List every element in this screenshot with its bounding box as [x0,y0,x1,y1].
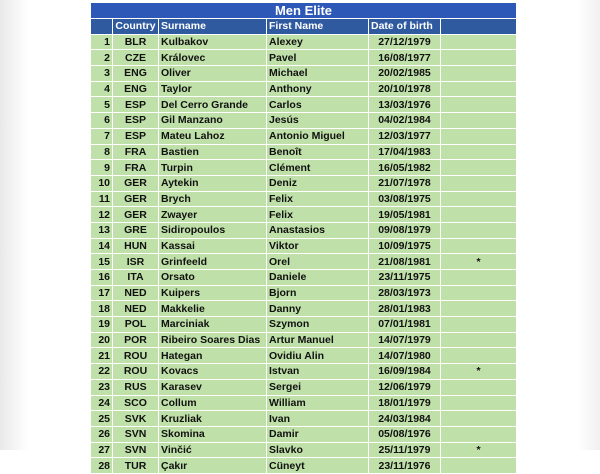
date-of-birth-cell: 16/08/1977 [369,50,441,66]
mark-cell [441,458,517,474]
first-name-cell: Sergei [267,379,369,395]
country-code: ESP [113,128,159,144]
country-code: FRA [113,144,159,160]
row-number: 16 [91,270,113,286]
surname-cell: Orsato [159,270,267,286]
table-row [91,301,517,317]
table-row [91,285,517,301]
date-of-birth-cell: 12/03/1977 [369,128,441,144]
country-code: GER [113,191,159,207]
date-of-birth-cell: 14/07/1979 [369,332,441,348]
date-of-birth-cell: 05/08/1976 [369,426,441,442]
first-name-cell: Slavko [267,442,369,458]
table-row [91,411,517,427]
first-name-cell: Cüneyt [267,458,369,474]
row-number: 28 [91,458,113,474]
date-of-birth-cell: 16/09/1984 [369,364,441,380]
mark-cell [441,160,517,176]
first-name-cell: Jesús [267,113,369,129]
men-elite-table [90,2,517,474]
header-country: Country [113,19,159,35]
row-number: 7 [91,128,113,144]
table-row [91,207,517,223]
table-row [91,144,517,160]
table-row [91,50,517,66]
mark-cell [441,66,517,82]
mark-cell [441,395,517,411]
date-of-birth-cell: 21/07/1978 [369,175,441,191]
date-of-birth-cell: 25/11/1979 [369,442,441,458]
surname-cell: Bastien [159,144,267,160]
table-row [91,426,517,442]
surname-cell: Collum [159,395,267,411]
mark-cell: * [441,254,517,270]
country-code: BLR [113,34,159,50]
date-of-birth-cell: 28/03/1973 [369,285,441,301]
surname-cell: Ribeiro Soares Dias [159,332,267,348]
country-code: ENG [113,66,159,82]
country-code: SVK [113,411,159,427]
mark-cell [441,317,517,333]
surname-cell: Zwayer [159,207,267,223]
first-name-cell: Anastasios [267,222,369,238]
first-name-cell: Damir [267,426,369,442]
first-name-cell: Bjorn [267,285,369,301]
country-code: GER [113,207,159,223]
date-of-birth-cell: 12/06/1979 [369,379,441,395]
mark-cell [441,238,517,254]
mark-cell: * [441,364,517,380]
first-name-cell: Ivan [267,411,369,427]
mark-cell [441,411,517,427]
mark-cell [441,332,517,348]
row-number: 10 [91,175,113,191]
surname-cell: Oliver [159,66,267,82]
row-number: 11 [91,191,113,207]
table-row [91,113,517,129]
surname-cell: Mateu Lahoz [159,128,267,144]
surname-cell: Marciniak [159,317,267,333]
left-page-shadow [0,0,28,450]
surname-cell: Grinfeeld [159,254,267,270]
date-of-birth-cell: 07/01/1981 [369,317,441,333]
surname-cell: Hategan [159,348,267,364]
column-header-row [91,19,517,35]
date-of-birth-cell: 23/11/1975 [369,270,441,286]
table-row [91,175,517,191]
row-number: 23 [91,379,113,395]
mark-cell [441,348,517,364]
mark-cell [441,191,517,207]
date-of-birth-cell: 14/07/1980 [369,348,441,364]
first-name-cell: Viktor [267,238,369,254]
country-code: ITA [113,270,159,286]
row-number: 4 [91,81,113,97]
country-code: SVN [113,442,159,458]
country-code: GRE [113,222,159,238]
table-row [91,332,517,348]
first-name-cell: Daniele [267,270,369,286]
table-row [91,160,517,176]
row-number: 26 [91,426,113,442]
surname-cell: Çakır [159,458,267,474]
first-name-cell: Pavel [267,50,369,66]
mark-cell [441,270,517,286]
date-of-birth-cell: 20/10/1978 [369,81,441,97]
row-number: 22 [91,364,113,380]
row-number: 20 [91,332,113,348]
table-row [91,395,517,411]
mark-cell: * [441,442,517,458]
surname-cell: Královec [159,50,267,66]
mark-cell [441,222,517,238]
mark-cell [441,301,517,317]
first-name-cell: Artur Manuel [267,332,369,348]
surname-cell: Brych [159,191,267,207]
table-row [91,97,517,113]
surname-cell: Turpin [159,160,267,176]
country-code: GER [113,175,159,191]
date-of-birth-cell: 09/08/1979 [369,222,441,238]
table-row [91,317,517,333]
date-of-birth-cell: 13/03/1976 [369,97,441,113]
first-name-cell: Felix [267,191,369,207]
surname-cell: Del Cerro Grande [159,97,267,113]
surname-cell: Kruzliak [159,411,267,427]
surname-cell: Sidiropoulos [159,222,267,238]
table-row [91,66,517,82]
row-number: 9 [91,160,113,176]
surname-cell: Karasev [159,379,267,395]
country-code: ESP [113,97,159,113]
first-name-cell: Anthony [267,81,369,97]
row-number: 27 [91,442,113,458]
country-code: SVN [113,426,159,442]
mark-cell [441,34,517,50]
country-code: CZE [113,50,159,66]
first-name-cell: Antonio Miguel [267,128,369,144]
surname-cell: Kassai [159,238,267,254]
first-name-cell: Alexey [267,34,369,50]
surname-cell: Taylor [159,81,267,97]
table-row [91,34,517,50]
date-of-birth-cell: 24/03/1984 [369,411,441,427]
row-number: 2 [91,50,113,66]
date-of-birth-cell: 16/05/1982 [369,160,441,176]
first-name-cell: Deniz [267,175,369,191]
table-body [91,34,517,473]
header-first-name: First Name [267,19,369,35]
table-title: Men Elite [91,3,517,19]
date-of-birth-cell: 23/11/1976 [369,458,441,474]
table-title-row [91,3,517,19]
row-number: 17 [91,285,113,301]
first-name-cell: Istvan [267,364,369,380]
date-of-birth-cell: 10/09/1975 [369,238,441,254]
mark-cell [441,144,517,160]
row-number: 5 [91,97,113,113]
surname-cell: Kovacs [159,364,267,380]
row-number: 12 [91,207,113,223]
row-number: 24 [91,395,113,411]
header-surname: Surname [159,19,267,35]
mark-cell [441,379,517,395]
country-code: SCO [113,395,159,411]
first-name-cell: Felix [267,207,369,223]
row-number: 15 [91,254,113,270]
table-row [91,128,517,144]
mark-cell [441,97,517,113]
first-name-cell: Orel [267,254,369,270]
date-of-birth-cell: 28/01/1983 [369,301,441,317]
date-of-birth-cell: 20/02/1985 [369,66,441,82]
mark-cell [441,50,517,66]
country-code: ISR [113,254,159,270]
row-number: 14 [91,238,113,254]
table-row [91,254,517,270]
surname-cell: Vinčić [159,442,267,458]
first-name-cell: Szymon [267,317,369,333]
country-code: ROU [113,348,159,364]
country-code: POL [113,317,159,333]
surname-cell: Gil Manzano [159,113,267,129]
table-row [91,364,517,380]
surname-cell: Kuipers [159,285,267,301]
first-name-cell: Benoît [267,144,369,160]
surname-cell: Makkelie [159,301,267,317]
first-name-cell: Ovidiu Alin [267,348,369,364]
table-row [91,458,517,474]
row-number: 6 [91,113,113,129]
first-name-cell: Clément [267,160,369,176]
surname-cell: Aytekin [159,175,267,191]
first-name-cell: William [267,395,369,411]
mark-cell [441,175,517,191]
first-name-cell: Danny [267,301,369,317]
country-code: NED [113,301,159,317]
country-code: ENG [113,81,159,97]
surname-cell: Skomina [159,426,267,442]
row-number: 1 [91,34,113,50]
mark-cell [441,207,517,223]
date-of-birth-cell: 21/08/1981 [369,254,441,270]
row-number: 25 [91,411,113,427]
date-of-birth-cell: 03/08/1975 [369,191,441,207]
mark-cell [441,113,517,129]
row-number: 13 [91,222,113,238]
mark-cell [441,81,517,97]
referee-list-sheet [90,2,516,474]
first-name-cell: Carlos [267,97,369,113]
date-of-birth-cell: 27/12/1979 [369,34,441,50]
date-of-birth-cell: 04/02/1984 [369,113,441,129]
table-row [91,270,517,286]
row-number: 18 [91,301,113,317]
date-of-birth-cell: 17/04/1983 [369,144,441,160]
country-code: TUR [113,458,159,474]
row-number: 3 [91,66,113,82]
table-row [91,81,517,97]
country-code: ROU [113,364,159,380]
country-code: RUS [113,379,159,395]
mark-cell [441,285,517,301]
table-row [91,238,517,254]
right-page-shadow [578,0,600,450]
header-number [91,19,113,35]
date-of-birth-cell: 19/05/1981 [369,207,441,223]
country-code: HUN [113,238,159,254]
first-name-cell: Michael [267,66,369,82]
mark-cell [441,128,517,144]
table-row [91,348,517,364]
mark-cell [441,426,517,442]
row-number: 8 [91,144,113,160]
surname-cell: Kulbakov [159,34,267,50]
header-date-of-birth: Date of birth [369,19,441,35]
table-row [91,191,517,207]
row-number: 21 [91,348,113,364]
country-code: NED [113,285,159,301]
country-code: POR [113,332,159,348]
table-row [91,222,517,238]
country-code: ESP [113,113,159,129]
country-code: FRA [113,160,159,176]
row-number: 19 [91,317,113,333]
date-of-birth-cell: 18/01/1979 [369,395,441,411]
table-row [91,379,517,395]
header-mark [441,19,517,35]
